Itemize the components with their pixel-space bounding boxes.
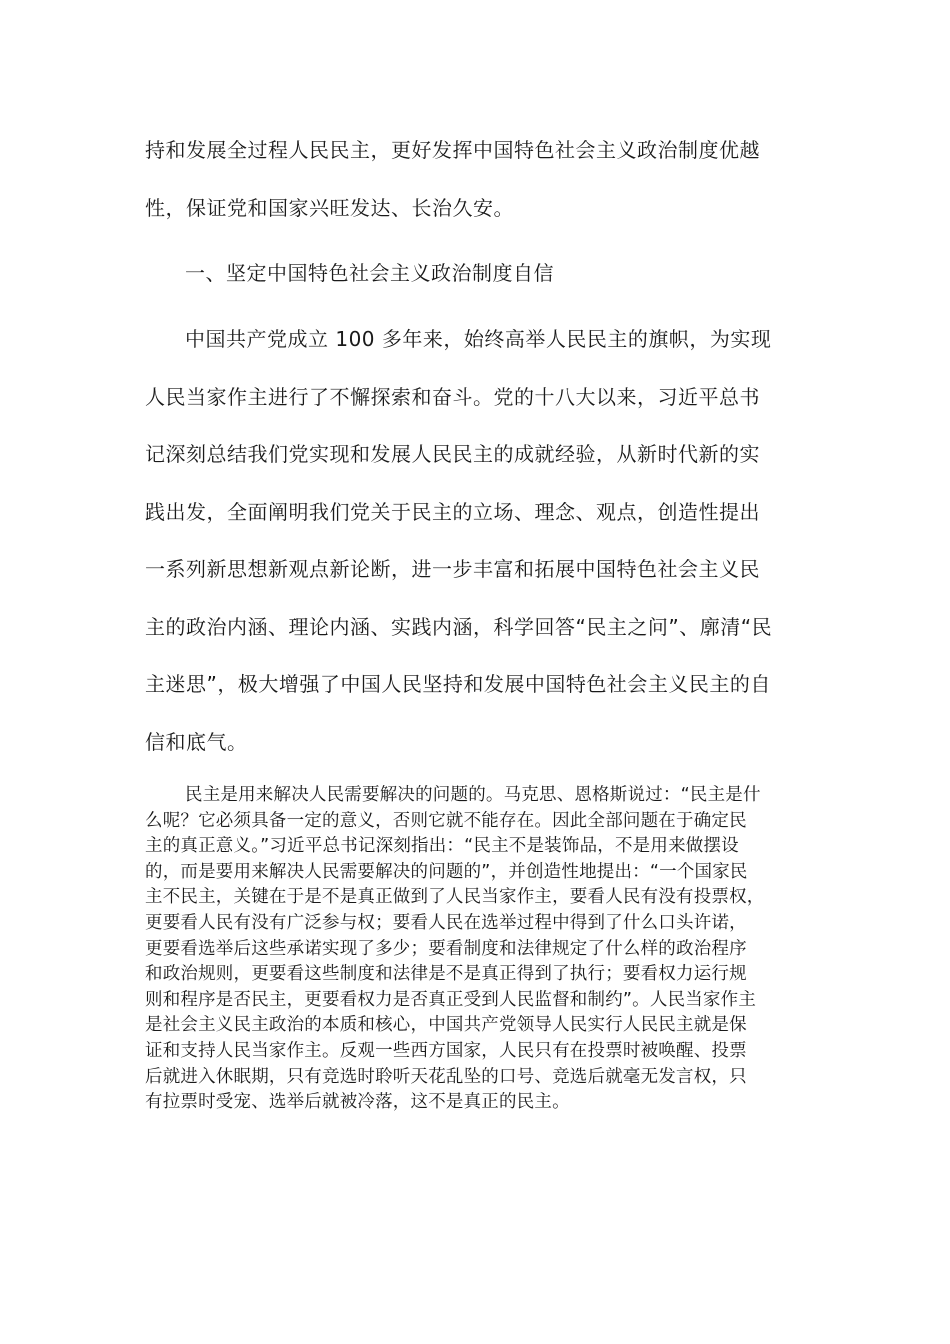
text-line: 记深刻总结我们党实现和发展人民民主的成就经验，从新时代新的实 — [145, 442, 760, 466]
text-line: 民主是用来解决人民需要解决的问题的。马克思、恩格斯说过：“民主是什 — [185, 785, 761, 805]
text-line: 人民当家作主进行了不懈探索和奋斗。党的十八大以来，习近平总书 — [145, 385, 760, 409]
text-line: 持和发展全过程人民民主，更好发挥中国特色社会主义政治制度优越 — [145, 138, 760, 162]
text-line: 性，保证党和国家兴旺发达、长治久安。 — [145, 196, 514, 220]
text-line: 践出发，全面阐明我们党关于民主的立场、理念、观点，创造性提出 — [145, 500, 760, 524]
section-heading: 一、坚定中国特色社会主义政治制度自信 — [185, 261, 554, 285]
text-line: 是社会主义民主政治的本质和核心，中国共产党领导人民实行人民民主就是保 — [145, 1015, 747, 1036]
text-line: 的，而是要用来解决人民需要解决的问题的”，并创造性地提出：“一个国家民 — [145, 861, 748, 882]
text-line: 么呢？它必须具备一定的意义，否则它就不能存在。因此全部问题在于确定民 — [145, 810, 747, 831]
text-line: 主的政治内涵、理论内涵、实践内涵，科学回答“民主之问”、廓清“民 — [145, 615, 773, 639]
text-line: 和政治规则，更要看这些制度和法律是不是真正得到了执行；要看权力运行规 — [145, 964, 747, 985]
text-line: 证和支持人民当家作主。反观一些西方国家，人民只有在投票时被唤醒、投票 — [145, 1040, 747, 1061]
text-line: 更要看选举后这些承诺实现了多少；要看制度和法律规定了什么样的政治程序 — [145, 938, 747, 959]
text-line: 一系列新思想新观点新论断，进一步丰富和拓展中国特色社会主义民 — [145, 557, 760, 581]
text-line: 则和程序是否民主，更要看权力是否真正受到人民监督和制约”。人民当家作主 — [145, 989, 757, 1010]
text-line: 主迷思”，极大增强了中国人民坚持和发展中国特色社会主义民主的自 — [145, 672, 771, 696]
text-line: 有拉票时受宠、选举后就被冷落，这不是真正的民主。 — [145, 1092, 570, 1113]
text-line: 信和底气。 — [145, 730, 248, 754]
text-line: 主不民主，关键在于是不是真正做到了人民当家作主，要看人民有没有投票权， — [145, 887, 765, 908]
text-line: 更要看人民有没有广泛参与权；要看人民在选举过程中得到了什么口头许诺， — [145, 912, 747, 933]
text-line: 后就进入休眠期，只有竞选时聆听天花乱坠的口号、竞选后就毫无发言权，只 — [145, 1066, 747, 1087]
text-line: 主的真正意义。”习近平总书记深刻指出：“民主不是装饰品，不是用来做摆设 — [145, 836, 739, 857]
text-line: 中国共产党成立 100 多年来，始终高举人民民主的旗帜，为实现 — [185, 327, 772, 351]
paragraph-2 — [145, 783, 831, 1116]
